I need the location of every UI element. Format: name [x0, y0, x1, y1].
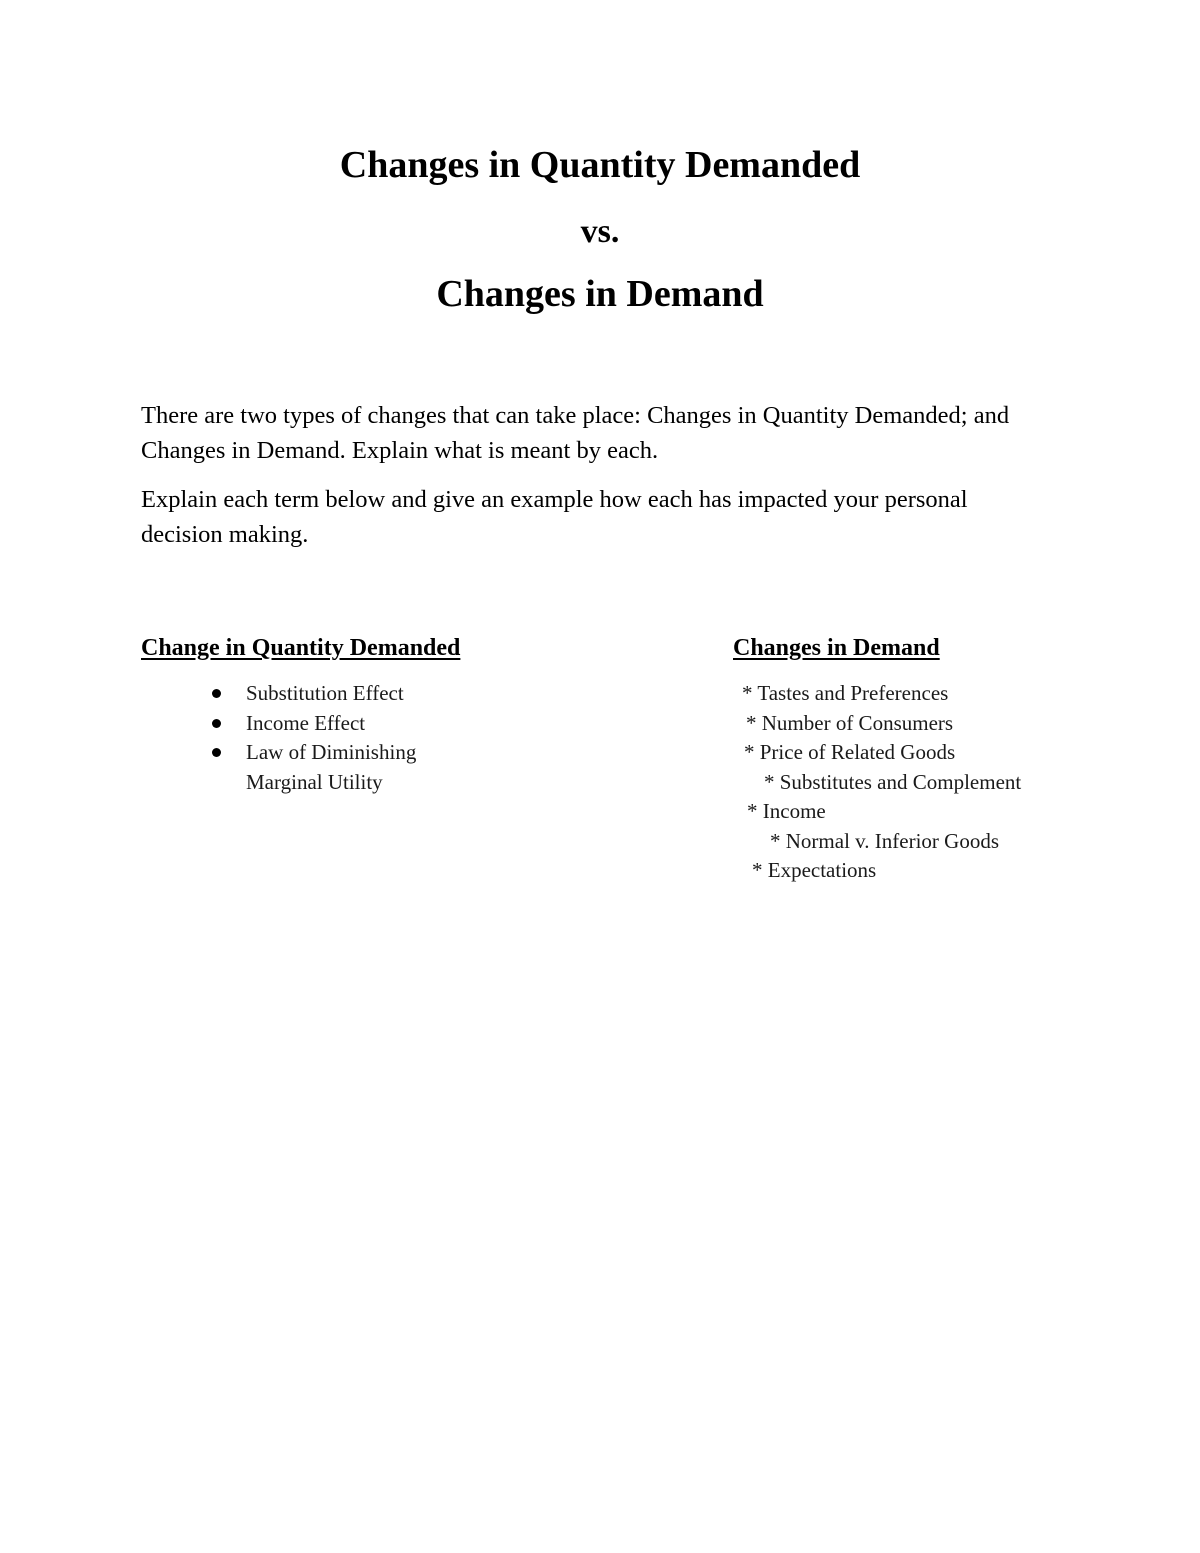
list-item: * Price of Related Goods: [744, 740, 956, 764]
list-item: * Income: [747, 799, 826, 823]
title-line-1: Changes in Quantity Demanded: [339, 144, 861, 186]
bullet-icon: [212, 748, 221, 757]
list-item: * Normal v. Inferior Goods: [770, 828, 1000, 853]
list-item: * Substitutes and Complement: [764, 769, 1022, 794]
left-column-heading: Change in Quantity Demanded: [141, 635, 461, 661]
left-column-list: [210, 679, 476, 797]
list-item: [210, 709, 476, 739]
intro-paragraph-1: There are two types of changes that can take place: Changes in Quantity Demanded; and Changes in Demand. Explain what is meant by each.: [141, 402, 1010, 464]
list-item-text: Substitution Effect: [246, 681, 404, 705]
list-item: * Number of Consumers: [746, 710, 954, 735]
list-item-text: Law of Diminishing Marginal Utility: [246, 740, 417, 794]
list-item: [210, 679, 476, 709]
title-line-3: Changes in Demand: [436, 273, 764, 315]
right-column-list: [740, 679, 1021, 886]
bullet-icon: [212, 719, 221, 728]
list-item: * Expectations: [752, 858, 877, 882]
title-line-2: vs.: [580, 213, 620, 250]
list-item: * Tastes and Preferences: [742, 681, 949, 705]
list-item: [210, 738, 476, 797]
bullet-icon: [212, 689, 221, 698]
intro-paragraph-2: Explain each term below and give an example how each has impacted your personal decision making.: [141, 486, 968, 548]
right-column-heading: Changes in Demand: [733, 635, 940, 661]
list-item-text: Income Effect: [246, 710, 366, 735]
